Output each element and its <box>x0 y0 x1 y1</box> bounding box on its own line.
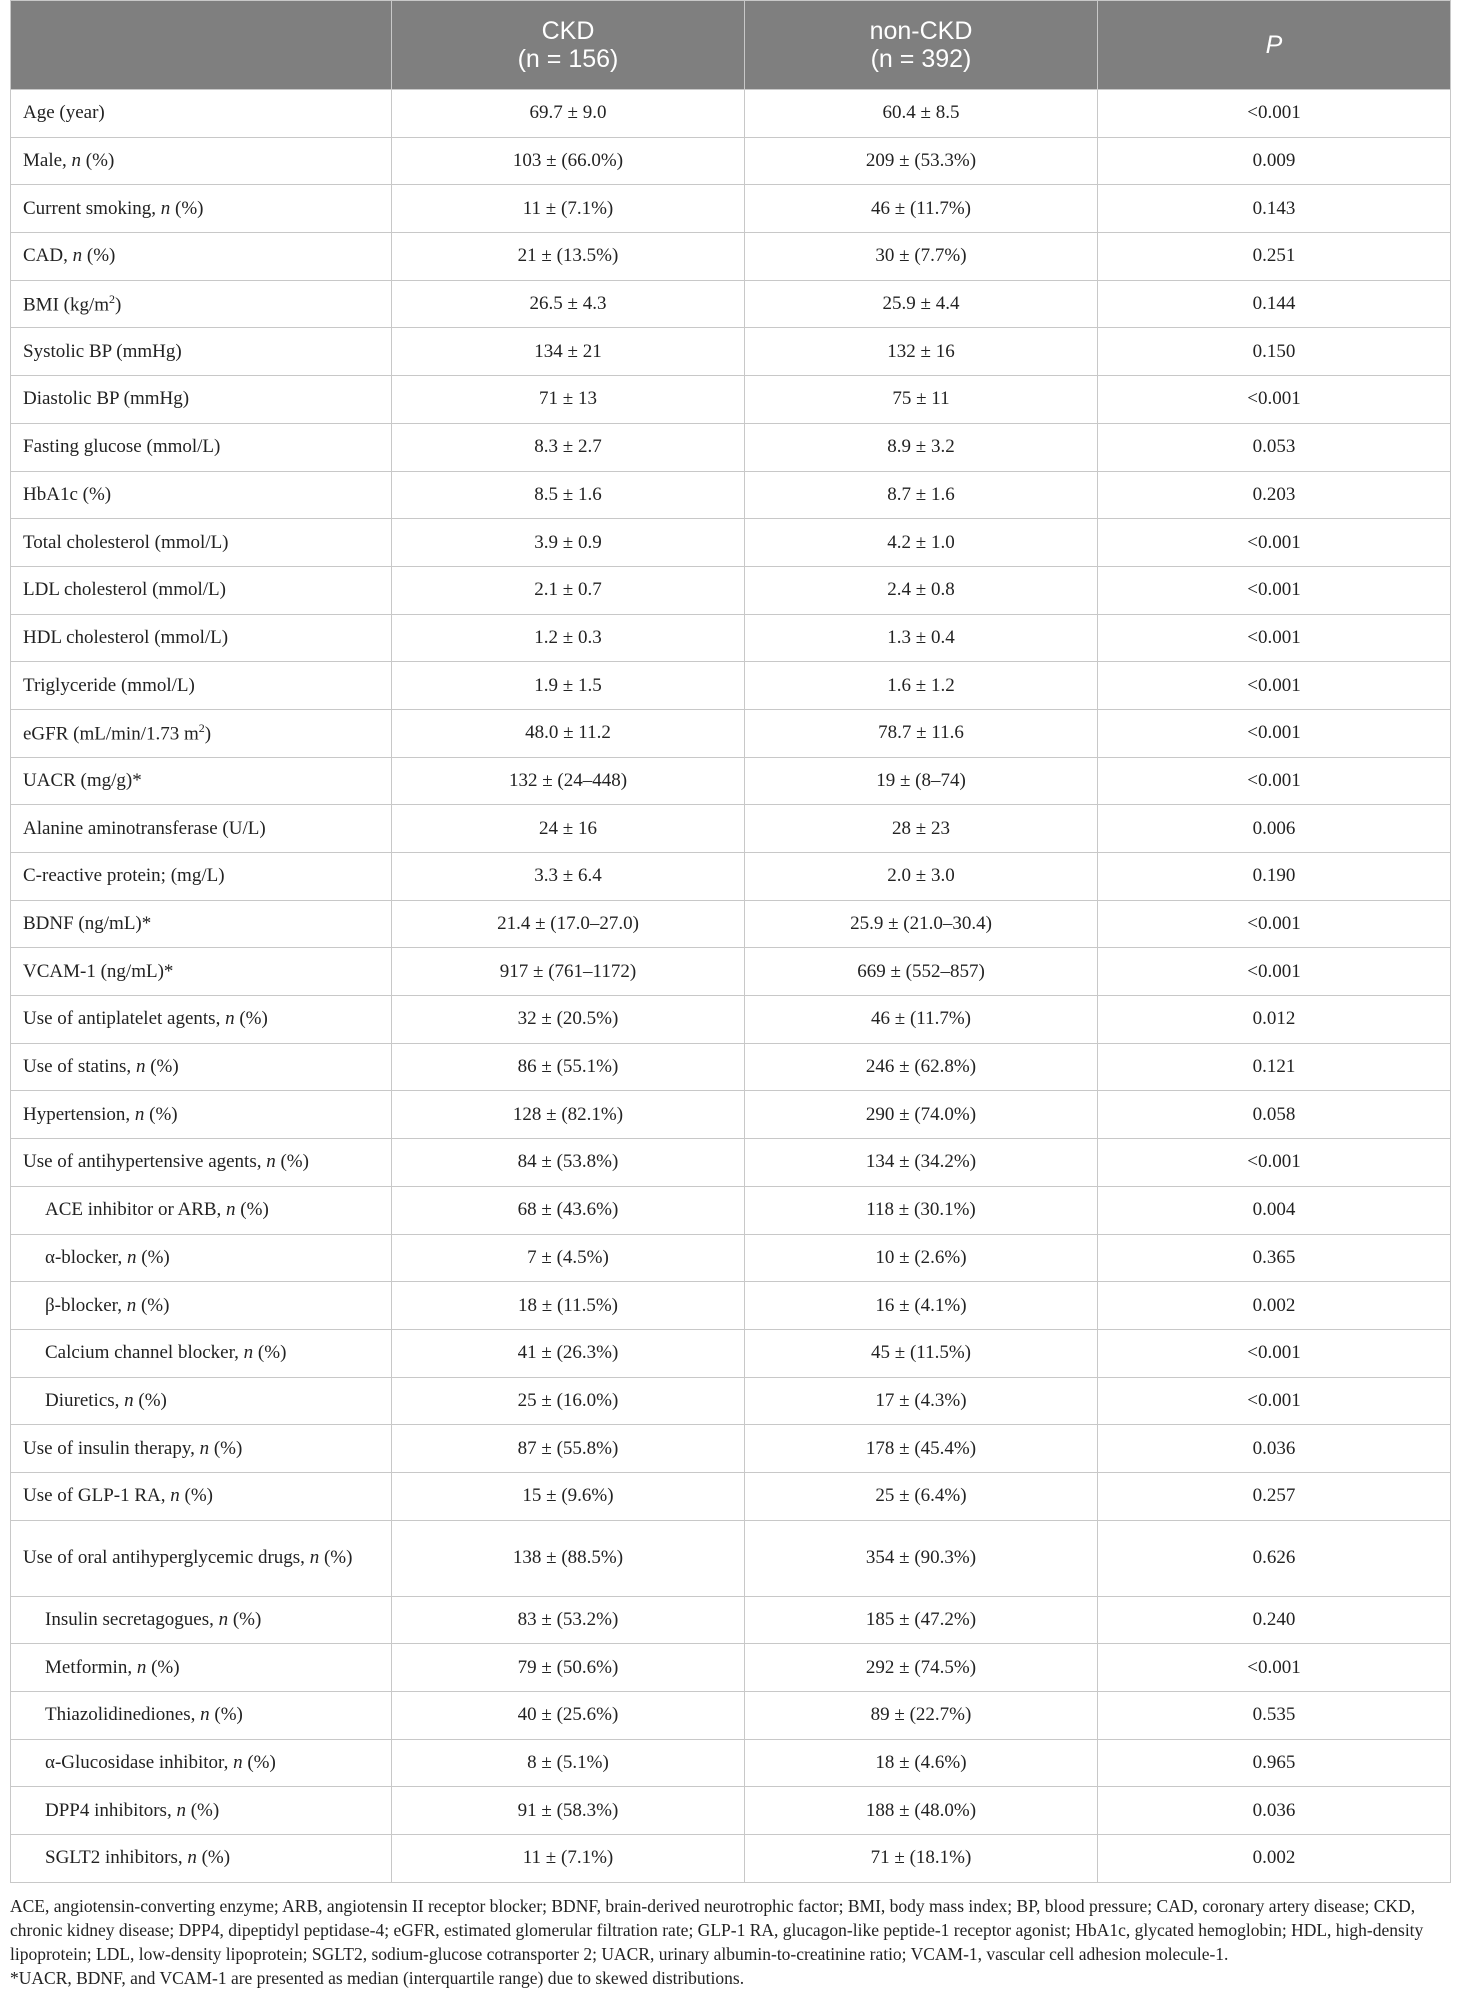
header-non-ckd <box>745 1 1098 90</box>
p-value: 0.012 <box>1098 996 1451 1044</box>
row-label: Current smoking, n (%) <box>11 185 392 233</box>
ckd-value: 69.7 ± 9.0 <box>392 90 745 138</box>
p-value: <0.001 <box>1098 1329 1451 1377</box>
non-ckd-value: 78.7 ± 11.6 <box>745 709 1098 757</box>
ckd-value: 32 ± (20.5%) <box>392 996 745 1044</box>
row-label: HbA1c (%) <box>11 471 392 519</box>
row-label: Thiazolidinediones, n (%) <box>11 1692 392 1740</box>
row-label: Alanine aminotransferase (U/L) <box>11 805 392 853</box>
p-value: 0.144 <box>1098 280 1451 328</box>
ckd-value: 18 ± (11.5%) <box>392 1282 745 1330</box>
ckd-value: 40 ± (25.6%) <box>392 1692 745 1740</box>
median-note: *UACR, BDNF, and VCAM-1 are presented as median (interquartile range) due to skewed distributions. <box>10 1967 745 1988</box>
ckd-value: 15 ± (9.6%) <box>392 1472 745 1520</box>
header-row <box>11 1 1451 90</box>
row-label: HDL cholesterol (mmol/L) <box>11 614 392 662</box>
p-value: 0.626 <box>1098 1520 1451 1596</box>
table-row <box>11 757 1451 805</box>
ckd-value: 87 ± (55.8%) <box>392 1425 745 1473</box>
non-ckd-value: 19 ± (8–74) <box>745 757 1098 805</box>
table-row <box>11 709 1451 757</box>
ckd-value: 11 ± (7.1%) <box>392 185 745 233</box>
p-value: <0.001 <box>1098 1139 1451 1187</box>
table-row <box>11 1739 1451 1787</box>
row-label: Systolic BP (mmHg) <box>11 328 392 376</box>
table-row <box>11 328 1451 376</box>
non-ckd-value: 30 ± (7.7%) <box>745 233 1098 281</box>
p-value: 0.058 <box>1098 1091 1451 1139</box>
table-footnotes <box>10 1894 1450 1990</box>
table-row <box>11 1596 1451 1644</box>
row-label: ACE inhibitor or ARB, n (%) <box>11 1186 392 1234</box>
p-value: 0.121 <box>1098 1043 1451 1091</box>
row-label: Hypertension, n (%) <box>11 1091 392 1139</box>
p-value: <0.001 <box>1098 900 1451 948</box>
p-value: 0.036 <box>1098 1787 1451 1835</box>
row-label: Male, n (%) <box>11 137 392 185</box>
row-label: BDNF (ng/mL)* <box>11 900 392 948</box>
non-ckd-value: 25 ± (6.4%) <box>745 1472 1098 1520</box>
table-row <box>11 900 1451 948</box>
ckd-value: 1.2 ± 0.3 <box>392 614 745 662</box>
non-ckd-value: 185 ± (47.2%) <box>745 1596 1098 1644</box>
non-ckd-value: 246 ± (62.8%) <box>745 1043 1098 1091</box>
row-label: α-blocker, n (%) <box>11 1234 392 1282</box>
ckd-value: 86 ± (55.1%) <box>392 1043 745 1091</box>
non-ckd-value: 2.4 ± 0.8 <box>745 566 1098 614</box>
ckd-value: 91 ± (58.3%) <box>392 1787 745 1835</box>
row-label: Age (year) <box>11 90 392 138</box>
p-value: <0.001 <box>1098 519 1451 567</box>
row-label: Use of GLP-1 RA, n (%) <box>11 1472 392 1520</box>
table-row <box>11 1425 1451 1473</box>
row-label: C-reactive protein; (mg/L) <box>11 853 392 901</box>
ckd-value: 79 ± (50.6%) <box>392 1644 745 1692</box>
table-row <box>11 1186 1451 1234</box>
ckd-value: 138 ± (88.5%) <box>392 1520 745 1596</box>
row-label: SGLT2 inhibitors, n (%) <box>11 1835 392 1883</box>
ckd-value: 8 ± (5.1%) <box>392 1739 745 1787</box>
non-ckd-value: 71 ± (18.1%) <box>745 1835 1098 1883</box>
table-row <box>11 1692 1451 1740</box>
row-label: Calcium channel blocker, n (%) <box>11 1329 392 1377</box>
ckd-value: 48.0 ± 11.2 <box>392 709 745 757</box>
row-label: α-Glucosidase inhibitor, n (%) <box>11 1739 392 1787</box>
ckd-value: 21.4 ± (17.0–27.0) <box>392 900 745 948</box>
table-row <box>11 662 1451 710</box>
row-label: DPP4 inhibitors, n (%) <box>11 1787 392 1835</box>
ckd-value: 25 ± (16.0%) <box>392 1377 745 1425</box>
non-ckd-value: 25.9 ± (21.0–30.4) <box>745 900 1098 948</box>
row-label: Use of oral antihyperglycemic drugs, n (%) <box>11 1520 392 1596</box>
header-non-ckd-title: non-CKD <box>869 17 973 45</box>
table-row <box>11 1139 1451 1187</box>
row-label: CAD, n (%) <box>11 233 392 281</box>
row-label: Diuretics, n (%) <box>11 1377 392 1425</box>
non-ckd-value: 134 ± (34.2%) <box>745 1139 1098 1187</box>
baseline-characteristics-table <box>10 0 1451 1883</box>
p-value: 0.240 <box>1098 1596 1451 1644</box>
row-label: Use of insulin therapy, n (%) <box>11 1425 392 1473</box>
row-label: Diastolic BP (mmHg) <box>11 376 392 424</box>
abbreviations-note: ACE, angiotensin-converting enzyme; ARB, angiotensin II receptor blocker; BDNF, brain-derived neurotrophic factor; BMI, body mass index; BP, blood pressure; CAD, coronary artery disease; CKD, chronic kidney disease; DPP4, dipeptidyl peptidase-4; eGFR, estimated glomerular filtration rate; GLP-1 RA, glucagon-like peptide-1 receptor agonist; HbA1c, glycated hemoglobin; HDL, high-density lipoprotein; LDL, low-density lipoprotein; SGLT2, sodium-glucose cotransporter 2; UACR, urinary albumin-to-creatinine ratio; VCAM-1, vascular cell adhesion molecule-1. <box>10 1895 1424 1964</box>
ckd-value: 128 ± (82.1%) <box>392 1091 745 1139</box>
ckd-value: 103 ± (66.0%) <box>392 137 745 185</box>
row-label: Total cholesterol (mmol/L) <box>11 519 392 567</box>
header-ckd-count: (n = 156) <box>517 45 619 73</box>
ckd-value: 68 ± (43.6%) <box>392 1186 745 1234</box>
p-value: <0.001 <box>1098 614 1451 662</box>
non-ckd-value: 209 ± (53.3%) <box>745 137 1098 185</box>
non-ckd-value: 354 ± (90.3%) <box>745 1520 1098 1596</box>
table-row <box>11 1787 1451 1835</box>
p-value: <0.001 <box>1098 948 1451 996</box>
row-label: Use of antihypertensive agents, n (%) <box>11 1139 392 1187</box>
non-ckd-value: 8.7 ± 1.6 <box>745 471 1098 519</box>
non-ckd-value: 89 ± (22.7%) <box>745 1692 1098 1740</box>
row-label: VCAM-1 (ng/mL)* <box>11 948 392 996</box>
table-row <box>11 1835 1451 1883</box>
non-ckd-value: 1.6 ± 1.2 <box>745 662 1098 710</box>
p-value: 0.965 <box>1098 1739 1451 1787</box>
ckd-value: 3.3 ± 6.4 <box>392 853 745 901</box>
header-p-value: P <box>1098 1 1451 90</box>
non-ckd-value: 46 ± (11.7%) <box>745 996 1098 1044</box>
p-value: <0.001 <box>1098 90 1451 138</box>
ckd-value: 71 ± 13 <box>392 376 745 424</box>
p-value: 0.251 <box>1098 233 1451 281</box>
non-ckd-value: 25.9 ± 4.4 <box>745 280 1098 328</box>
p-value: 0.143 <box>1098 185 1451 233</box>
table-row <box>11 185 1451 233</box>
p-value: <0.001 <box>1098 376 1451 424</box>
p-value: <0.001 <box>1098 566 1451 614</box>
header-ckd-title: CKD <box>541 17 595 45</box>
table-row <box>11 233 1451 281</box>
non-ckd-value: 16 ± (4.1%) <box>745 1282 1098 1330</box>
table-row <box>11 805 1451 853</box>
ckd-value: 3.9 ± 0.9 <box>392 519 745 567</box>
table-row <box>11 90 1451 138</box>
non-ckd-value: 178 ± (45.4%) <box>745 1425 1098 1473</box>
row-label: Metformin, n (%) <box>11 1644 392 1692</box>
table-container <box>10 0 1450 1990</box>
p-value: 0.203 <box>1098 471 1451 519</box>
table-row <box>11 1043 1451 1091</box>
row-label: Use of statins, n (%) <box>11 1043 392 1091</box>
non-ckd-value: 669 ± (552–857) <box>745 948 1098 996</box>
table-row <box>11 853 1451 901</box>
non-ckd-value: 2.0 ± 3.0 <box>745 853 1098 901</box>
row-label: Insulin secretagogues, n (%) <box>11 1596 392 1644</box>
p-value: 0.004 <box>1098 1186 1451 1234</box>
p-value: <0.001 <box>1098 1377 1451 1425</box>
table-row <box>11 996 1451 1044</box>
ckd-value: 8.5 ± 1.6 <box>392 471 745 519</box>
non-ckd-value: 1.3 ± 0.4 <box>745 614 1098 662</box>
p-value: <0.001 <box>1098 662 1451 710</box>
non-ckd-value: 75 ± 11 <box>745 376 1098 424</box>
non-ckd-value: 45 ± (11.5%) <box>745 1329 1098 1377</box>
non-ckd-value: 10 ± (2.6%) <box>745 1234 1098 1282</box>
non-ckd-value: 17 ± (4.3%) <box>745 1377 1098 1425</box>
row-label: Use of antiplatelet agents, n (%) <box>11 996 392 1044</box>
header-variable <box>11 1 392 90</box>
table-row <box>11 471 1451 519</box>
p-value: 0.036 <box>1098 1425 1451 1473</box>
ckd-value: 134 ± 21 <box>392 328 745 376</box>
non-ckd-value: 188 ± (48.0%) <box>745 1787 1098 1835</box>
ckd-value: 7 ± (4.5%) <box>392 1234 745 1282</box>
table-row <box>11 948 1451 996</box>
non-ckd-value: 28 ± 23 <box>745 805 1098 853</box>
table-row <box>11 1282 1451 1330</box>
table-row <box>11 1091 1451 1139</box>
row-label: β-blocker, n (%) <box>11 1282 392 1330</box>
table-row <box>11 519 1451 567</box>
p-value: 0.006 <box>1098 805 1451 853</box>
ckd-value: 83 ± (53.2%) <box>392 1596 745 1644</box>
row-label: Triglyceride (mmol/L) <box>11 662 392 710</box>
ckd-value: 11 ± (7.1%) <box>392 1835 745 1883</box>
table-row <box>11 1472 1451 1520</box>
table-row <box>11 376 1451 424</box>
p-value: 0.002 <box>1098 1835 1451 1883</box>
ckd-value: 21 ± (13.5%) <box>392 233 745 281</box>
p-value: 0.002 <box>1098 1282 1451 1330</box>
table-row <box>11 1329 1451 1377</box>
non-ckd-value: 46 ± (11.7%) <box>745 185 1098 233</box>
table-row <box>11 566 1451 614</box>
p-value: 0.053 <box>1098 423 1451 471</box>
ckd-value: 2.1 ± 0.7 <box>392 566 745 614</box>
p-value: <0.001 <box>1098 709 1451 757</box>
p-value: <0.001 <box>1098 757 1451 805</box>
p-value: 0.365 <box>1098 1234 1451 1282</box>
table-row <box>11 1234 1451 1282</box>
non-ckd-value: 4.2 ± 1.0 <box>745 519 1098 567</box>
p-value: 0.150 <box>1098 328 1451 376</box>
table-row <box>11 280 1451 328</box>
non-ckd-value: 290 ± (74.0%) <box>745 1091 1098 1139</box>
table-row <box>11 423 1451 471</box>
table-row <box>11 614 1451 662</box>
table-row <box>11 1644 1451 1692</box>
p-value: 0.009 <box>1098 137 1451 185</box>
row-label: BMI $(kg/m^2)$ <box>11 280 392 328</box>
p-value: 0.190 <box>1098 853 1451 901</box>
non-ckd-value: 292 ± (74.5%) <box>745 1644 1098 1692</box>
ckd-value: 917 ± (761–1172) <box>392 948 745 996</box>
table-row <box>11 1520 1451 1596</box>
ckd-value: 26.5 ± 4.3 <box>392 280 745 328</box>
p-value: <0.001 <box>1098 1644 1451 1692</box>
ckd-value: 1.9 ± 1.5 <box>392 662 745 710</box>
non-ckd-value: 18 ± (4.6%) <box>745 1739 1098 1787</box>
row-label: UACR (mg/g)* <box>11 757 392 805</box>
header-non-ckd-count: (n = 392) <box>870 45 972 73</box>
p-value: 0.535 <box>1098 1692 1451 1740</box>
non-ckd-value: 60.4 ± 8.5 <box>745 90 1098 138</box>
table-row <box>11 1377 1451 1425</box>
header-ckd <box>392 1 745 90</box>
row-label: LDL cholesterol (mmol/L) <box>11 566 392 614</box>
non-ckd-value: 132 ± 16 <box>745 328 1098 376</box>
row-label: eGFR (mL/min/1.73 $m^2$) <box>11 709 392 757</box>
non-ckd-value: 8.9 ± 3.2 <box>745 423 1098 471</box>
table-row <box>11 137 1451 185</box>
ckd-value: 8.3 ± 2.7 <box>392 423 745 471</box>
row-label: Fasting glucose (mmol/L) <box>11 423 392 471</box>
ckd-value: 84 ± (53.8%) <box>392 1139 745 1187</box>
table-body <box>11 90 1451 1883</box>
non-ckd-value: 118 ± (30.1%) <box>745 1186 1098 1234</box>
ckd-value: 41 ± (26.3%) <box>392 1329 745 1377</box>
p-value: 0.257 <box>1098 1472 1451 1520</box>
ckd-value: 24 ± 16 <box>392 805 745 853</box>
ckd-value: 132 ± (24–448) <box>392 757 745 805</box>
